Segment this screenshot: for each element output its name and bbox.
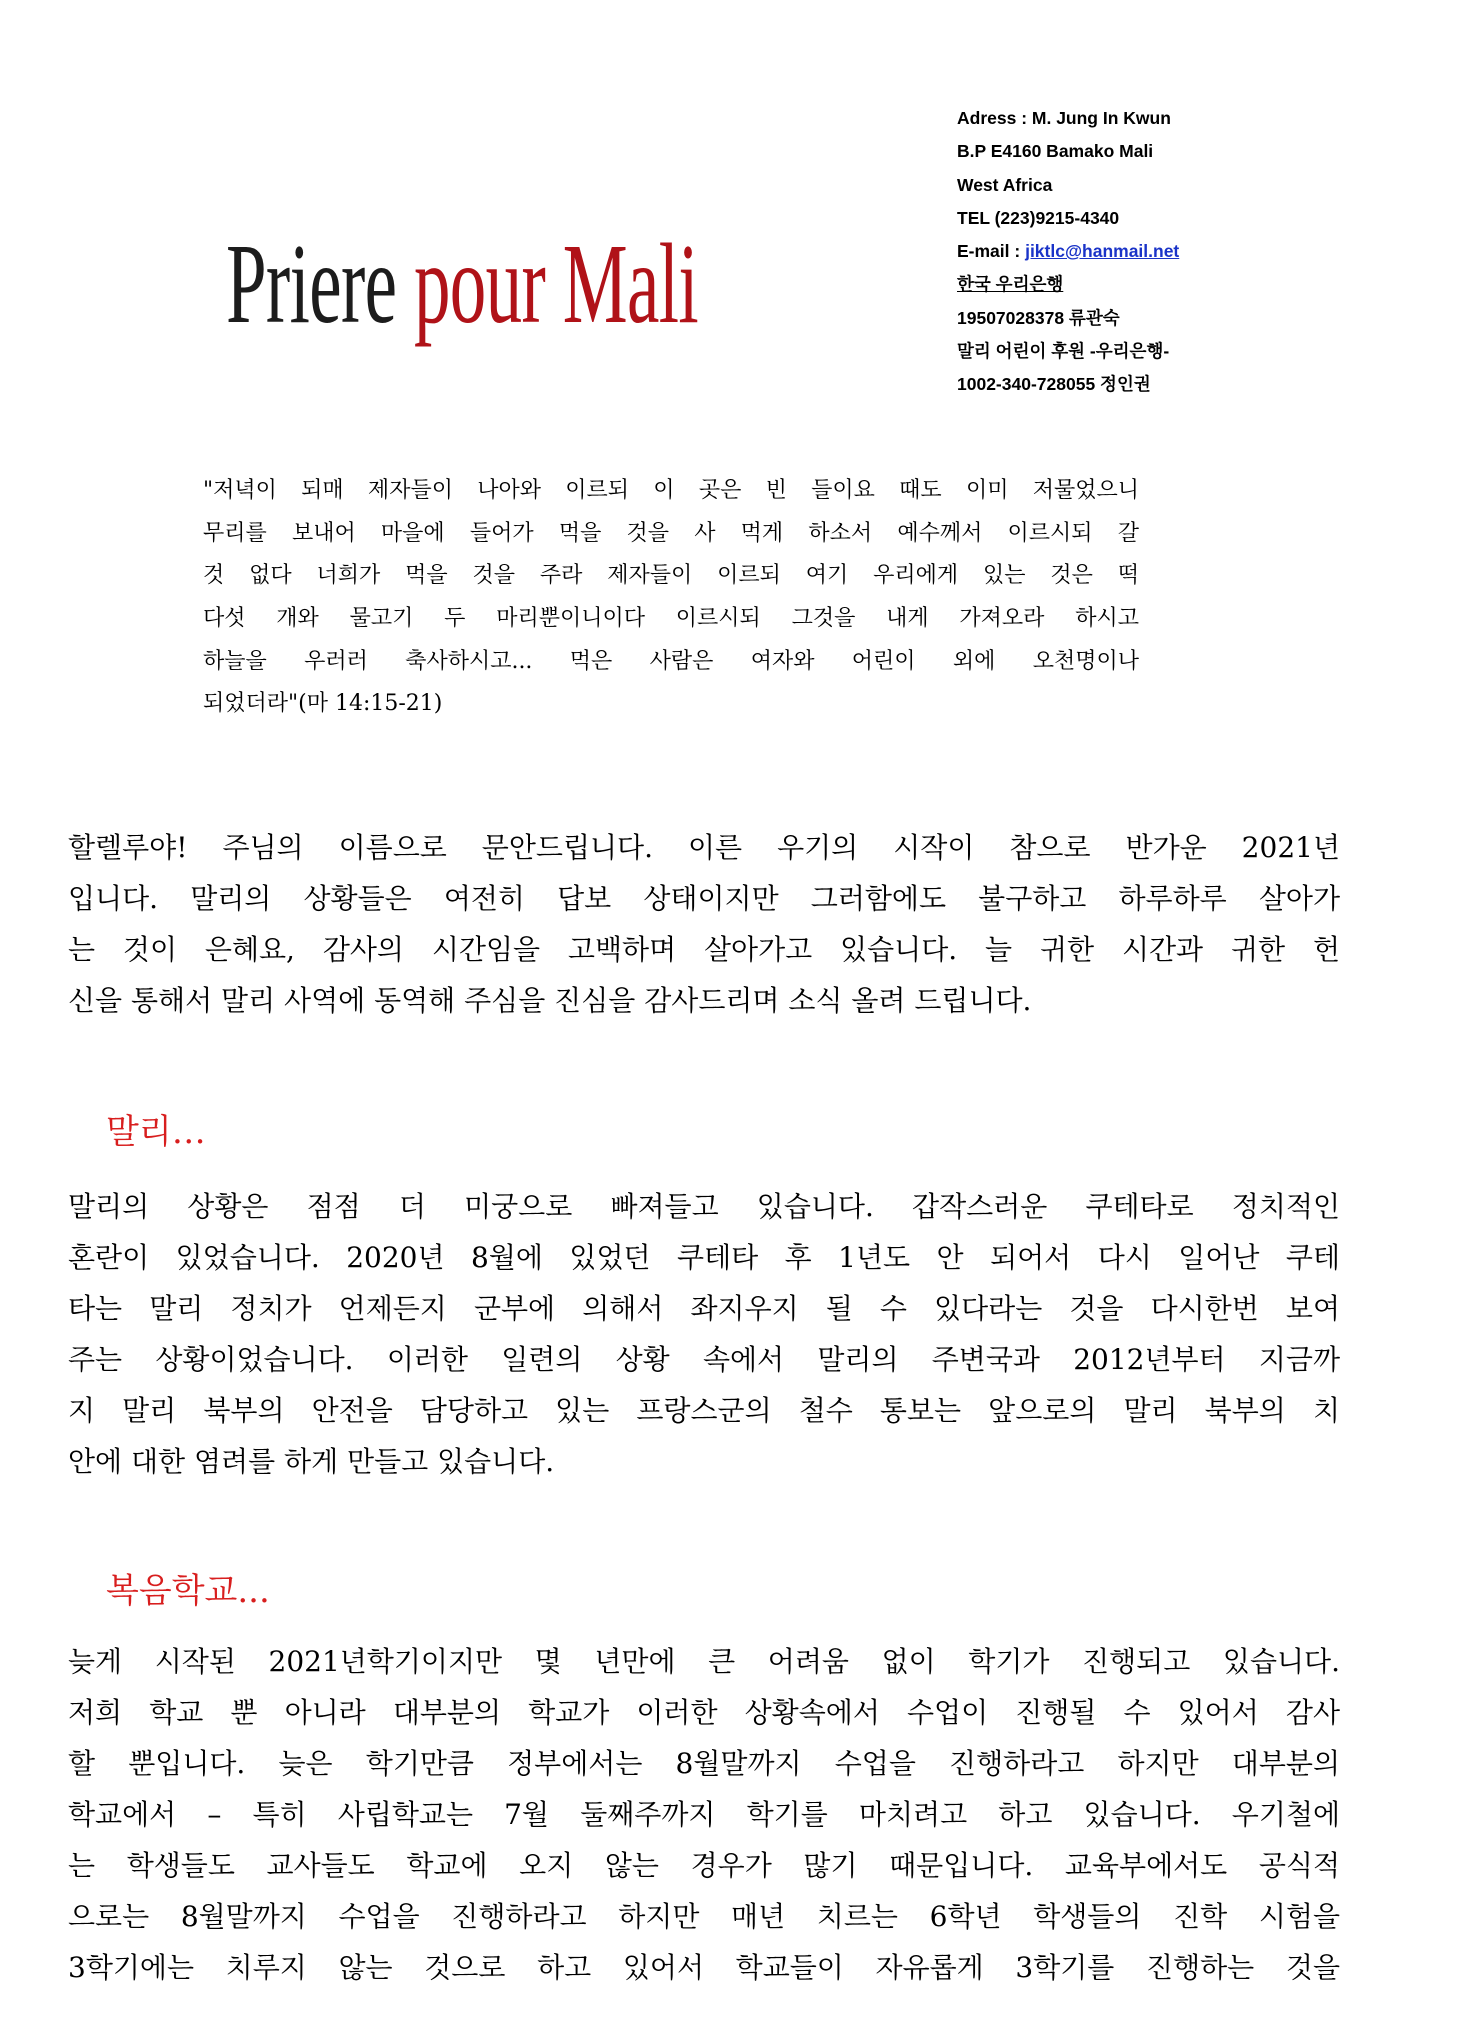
quote-line: 되었더라"(마 14:15-21) [203,691,443,717]
paragraph-line: 는 것이 은혜요, 감사의 시간임을 고백하며 살아가고 있습니다. 늘 귀한 시간과 귀한 헌 [68,933,1340,966]
paragraph-line: 지 말리 북부의 안전을 담당하고 있는 프랑스군의 철수 통보는 앞으로의 말리 북부의 치 [68,1394,1340,1427]
section-heading-gospel-school: 복음학교... [106,1571,270,1611]
quote-line: 하늘을 우러러 축사하시고... 먹은 사람은 여자와 어린이 외에 오천명이나 [203,648,1139,674]
paragraph-line: 저희 학교 뿐 아니라 대부분의 학교가 이러한 상황속에서 수업이 진행될 수 있어서 감사 [68,1696,1340,1729]
scripture-quote [203,470,1139,726]
gospel-school-paragraph [68,1636,1340,1993]
address-email-row [957,235,1417,268]
paragraph-line: 늦게 시작된 2021년학기이지만 몇 년만에 큰 어려움 없이 학기가 진행되고 있습니다. [68,1645,1340,1678]
intro-paragraph [68,822,1340,1026]
address-po-box: B.P E4160 Bamako Mali [957,141,1154,162]
title-pour-mali: pour Mali [413,220,698,347]
paragraph-line: 신을 통해서 말리 사역에 동역해 주심을 진심을 감사드리며 소식 올려 드립니다. [68,984,1032,1017]
address-block [957,102,1417,402]
address-account-1: 19507028378 류관숙 [957,307,1120,328]
paragraph-line: 할 뿐입니다. 늦은 학기만큼 정부에서는 8월말까지 수업을 진행하라고 하지만 대부분의 [68,1747,1340,1780]
address-bank-row [957,268,1417,301]
address-sponsor: 말리 어린이 후원 -우리은행- [957,341,1170,362]
paragraph-line: 타는 말리 정치가 언제든지 군부에 의해서 좌지우지 될 수 있다라는 것을 다시한번 보여 [68,1292,1340,1325]
paragraph-line: 는 학생들도 교사들도 학교에 오지 않는 경우가 많기 때문입니다. 교육부에서도 공식적 [68,1849,1340,1882]
paragraph-line: 할렐루야! 주님의 이름으로 문안드립니다. 이른 우기의 시작이 참으로 반가운 2021년 [68,831,1340,864]
paragraph-line: 3학기에는 치루지 않는 것으로 하고 있어서 학교들이 자유롭게 3학기를 진행하는 것을 [68,1951,1340,1984]
quote-line: 다섯 개와 물고기 두 마리뿐이니이다 이르시되 그것을 내게 가져오라 하시고 [203,606,1139,632]
newsletter-title [226,219,698,349]
quote-line: 것 없다 너희가 먹을 것을 주라 제자들이 이르되 여기 우리에게 있는 것은 떡 [203,563,1139,589]
bank-name: 한국 우리은행 [957,274,1064,295]
address-phone: TEL (223)9215-4340 [957,207,1120,228]
paragraph-line: 으로는 8월말까지 수업을 진행하라고 하지만 매년 치르는 6학년 학생들의 진학 시험을 [68,1900,1340,1933]
paragraph-line: 말리의 상황은 점점 더 미궁으로 빠져들고 있습니다. 갑작스러운 쿠테타로 정치적인 [68,1190,1340,1223]
paragraph-line: 학교에서 – 특히 사립학교는 7월 둘째주까지 학기를 마치려고 하고 있습니다. 우기철에 [68,1798,1340,1831]
address-name: Adress : M. Jung In Kwun [957,108,1171,128]
paragraph-line: 입니다. 말리의 상황들은 여전히 답보 상태이지만 그러함에도 불구하고 하루하루 살아가 [68,882,1340,915]
mali-paragraph [68,1181,1340,1487]
paragraph-line: 주는 상황이었습니다. 이러한 일련의 상황 속에서 말리의 주변국과 2012년부터 지금까 [68,1343,1340,1376]
address-account-2: 1002-340-728055 정인권 [957,374,1151,395]
paragraph-line: 안에 대한 염려를 하게 만들고 있습니다. [68,1445,555,1478]
email-link[interactable]: jiktlc@hanmail.net [1025,241,1180,262]
title-priere: Priere [226,220,397,347]
paragraph-line: 혼란이 있었습니다. 2020년 8월에 있었던 쿠테타 후 1년도 안 되어서 다시 일어난 쿠테 [68,1241,1340,1274]
quote-line: 무리를 보내어 마을에 들어가 먹을 것을 사 먹게 하소서 예수께서 이르시되 갈 [203,520,1139,546]
quote-line: "저녁이 되매 제자들이 나아와 이르되 이 곳은 빈 들이요 때도 이미 저물었으니 [203,478,1139,503]
email-label: E-mail : [957,241,1026,262]
address-region: West Africa [957,174,1053,195]
section-heading-mali: 말리… [106,1112,206,1152]
